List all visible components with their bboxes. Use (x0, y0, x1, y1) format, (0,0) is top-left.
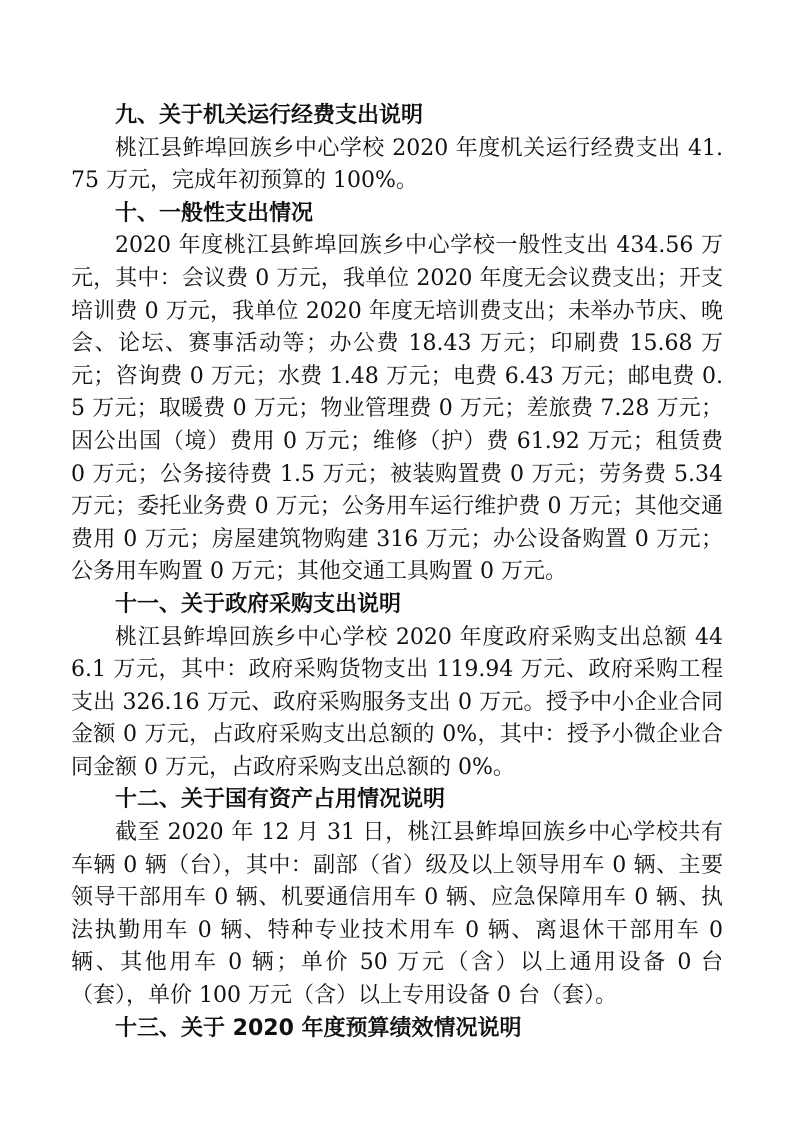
section-heading-agency-operating-expenses: 九、关于机关运行经费支出说明 (115, 103, 424, 128)
document-content (71, 100, 723, 1045)
section-heading-government-procurement: 十一、关于政府采购支出说明 (115, 591, 402, 617)
section-paragraph: 桃江县鲊埠回族乡中心学校 2020 年度机关运行经费支出 41.75 万元，完成年初预算的 100%。 (71, 135, 723, 194)
section-heading-state-owned-assets: 十二、关于国有资产占用情况说明 (115, 787, 446, 813)
section-budget-performance (71, 1013, 723, 1046)
section-state-owned-assets (71, 784, 723, 1012)
section-paragraph: 2020 年度桃江县鲊埠回族乡中心学校一般性支出 434.56 万元，其中：会议费 0 万元，我单位 2020 年度无会议费支出；开支培训费 0 万元，我单位 2020 年度无培训费支出；未举办节庆、晚会、论坛、赛事活动等；办公费 18.43 万元；印刷费 15.68 万元；咨询费 0 万元；水费 1.48 万元；电费 6.43 万元；邮电费 0.5 万元；取暖费 0 万元；物业管理费 0 万元；差旅费 7.28 万元；因公出国（境）费用 0 万元；维修（护）费 61.92 万元；租赁费 0 万元；公务接待费 1.5 万元；被装购置费 0 万元；劳务费 5.34 万元；委托业务费 0 万元；公务用车运行维护费 0 万元；其他交通费用 0 万元；房屋建筑物购建 316 万元；办公设备购置 0 万元；公务用车购置 0 万元；其他交通工具购置 0 万元。 (71, 233, 723, 585)
section-heading-budget-performance: 十三、关于 2020 年度预算绩效情况说明 (115, 1015, 522, 1041)
section-paragraph: 截至 2020 年 12 月 31 日，桃江县鲊埠回族乡中心学校共有车辆 0 辆（台），其中：副部（省）级及以上领导用车 0 辆、主要领导干部用车 0 辆、机要通信用车 0 辆、应急保障用车 0 辆、执法执勤用车 0 辆、特种专业技术用车 0 辆、离退休干部用车 0 辆、其他用车 0 辆；单价 50 万元（含）以上通用设备 0 台（套），单价 100 万元（含）以上专用设备 0 台（套）。 (71, 820, 723, 1009)
section-agency-operating-expenses (71, 100, 723, 198)
section-general-expenditure (71, 198, 723, 589)
section-heading-general-expenditure: 十、一般性支出情况 (115, 200, 314, 226)
section-paragraph: 桃江县鲊埠回族乡中心学校 2020 年度政府采购支出总额 446.1 万元，其中：政府采购货物支出 119.94 万元、政府采购工程支出 326.16 万元、政府采购服务支出 0 万元。授予中小企业合同金额 0 万元，占政府采购支出总额的 0%，其中：授予小微企业合同金额 0 万元，占政府采购支出总额的 0%。 (71, 624, 723, 780)
section-government-procurement (71, 589, 723, 785)
